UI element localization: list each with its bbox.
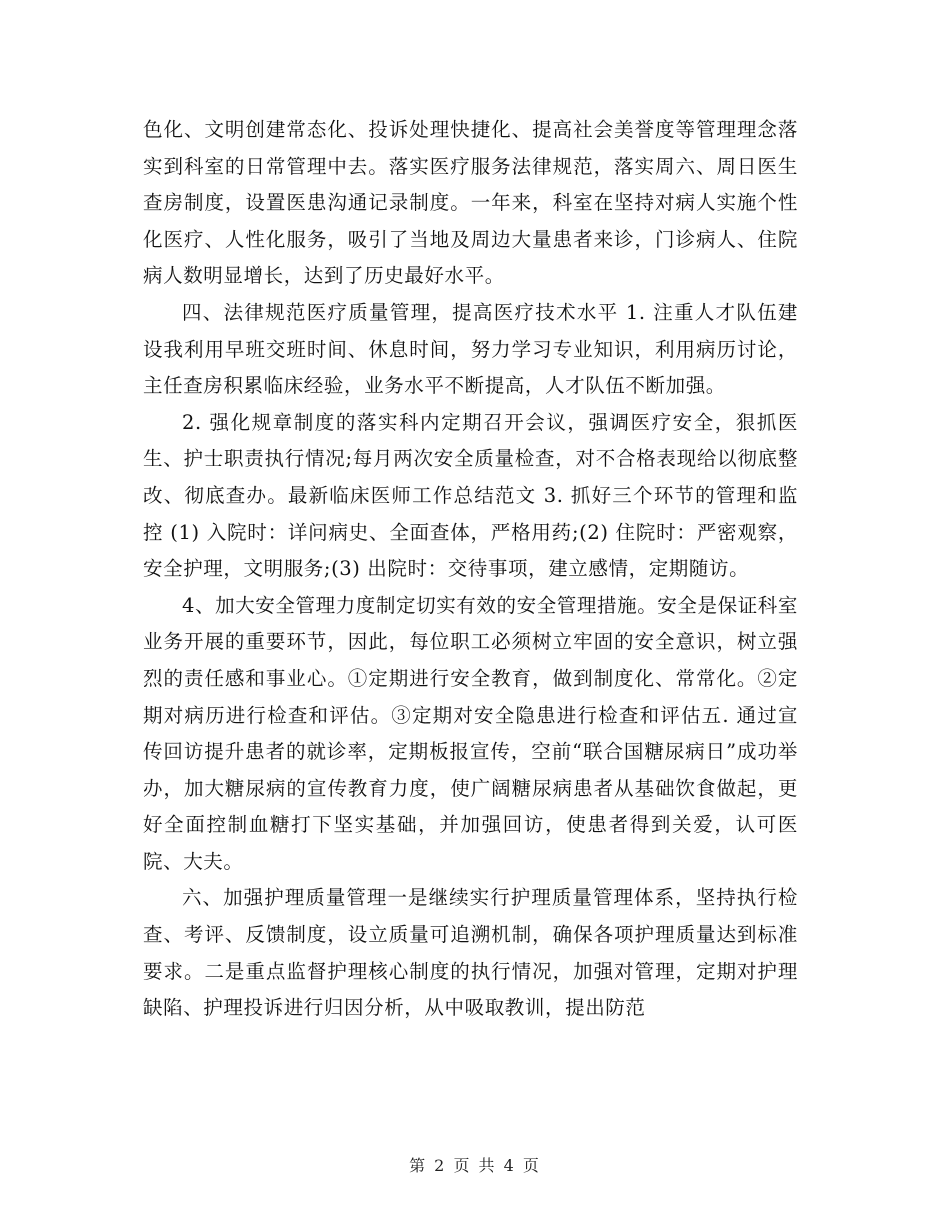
paragraph-4: 4、加大安全管理力度制定切实有效的安全管理措施。安全是保证科室业务开展的重要环节，因此，每位职工必须树立牢固的安全意识，树立强烈的责任感和事业心。①定期进行安全教育，做到制度化、常常化。②定期对病历进行检查和评估。③定期对安全隐患进行检查和评估五. 通过宣传回访提升患者的就诊率，定期板报宣传，空前“联合国糖尿病日”成功举办，加大糖尿病的宣传教育力度，使广阔糖尿病患者从基础饮食做起，更好全面控制血糖打下坚实基础，并加强回访，使患者得到关爱，认可医院、大夫。	[143, 593, 799, 873]
paragraph-2: 四、法律规范医疗质量管理，提高医疗技术水平 1. 注重人才队伍建设我利用早班交班时间、休息时间，努力学习专业知识，利用病历讨论，主任查房积累临床经验，业务水平不断提高，人才队伍不断加强。	[143, 300, 798, 398]
paragraph-3: 2. 强化规章制度的落实科内定期召开会议，强调医疗安全，狠抓医生、护士职责执行情况;每月两次安全质量检查，对不合格表现给以彻底整改、彻底查办。最新临床医师工作总结范文 3. 抓好三个环节的管理和监控 (1) 入院时：详问病史、全面查体，严格用药;(2) 住院时：严密观察，安全护理，文明服务;(3) 出院时：交待事项，建立感情，定期随访。	[143, 410, 798, 581]
paragraph-1: 色化、文明创建常态化、投诉处理快捷化、提高社会美誉度等管理理念落实到科室的日常管理中去。落实医疗服务法律规范，落实周六、周日医生查房制度，设置医患沟通记录制度。一年来，科室在坚持对病人实施个性化医疗、人性化服务，吸引了当地及周边大量患者来诊，门诊病人、住院病人数明显增长，达到了历史最好水平。	[143, 118, 798, 288]
paragraph-5: 六、加强护理质量管理一是继续实行护理质量管理体系，坚持执行检查、考评、反馈制度，设立质量可追溯机制，确保各项护理质量达到标准要求。二是重点监督护理核心制度的执行情况，加强对管理，定期对护理缺陷、护理投诉进行归因分析，从中吸取教训，提出防范	[143, 886, 798, 1020]
page-number-footer: 第 2 页 共 4 页	[409, 1156, 541, 1175]
document-body	[143, 112, 798, 1027]
